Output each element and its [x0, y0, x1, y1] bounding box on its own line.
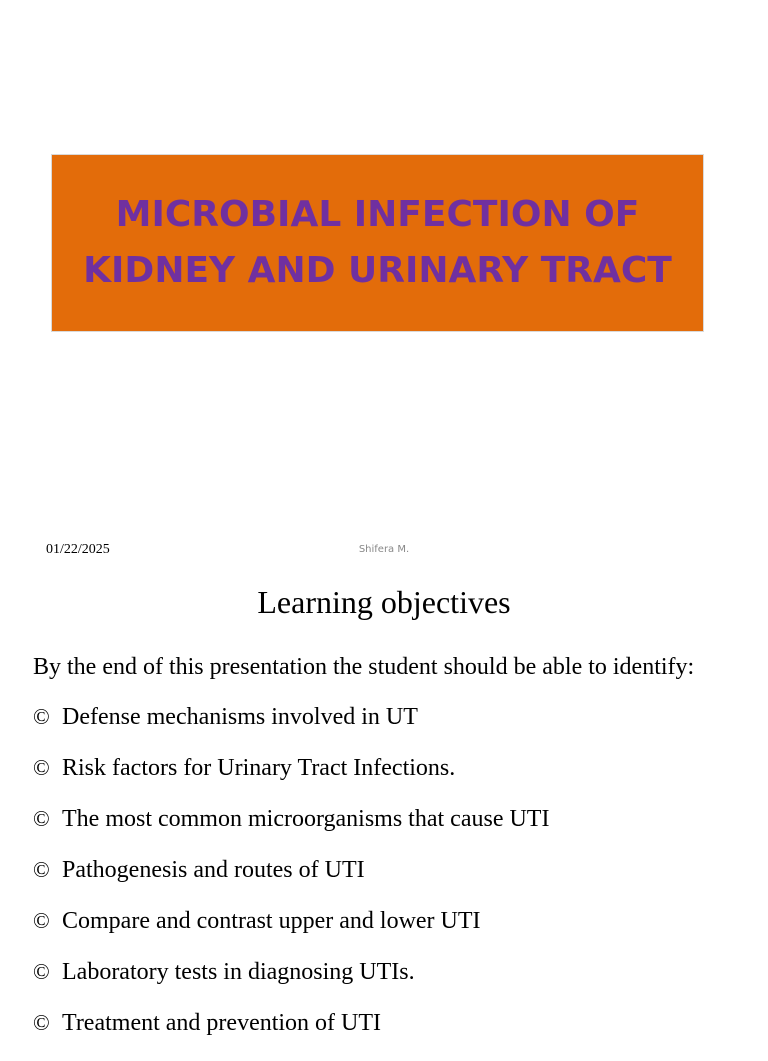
copyright-bullet-icon: ©	[33, 704, 50, 729]
objectives-list	[33, 704, 549, 1061]
copyright-bullet-icon: ©	[33, 806, 50, 831]
footer-date: 01/22/2025	[46, 542, 110, 557]
list-item	[33, 959, 549, 1010]
copyright-bullet-icon: ©	[33, 908, 50, 933]
list-item	[33, 908, 549, 959]
copyright-bullet-icon: ©	[33, 1010, 50, 1035]
list-item-text: The most common microorganisms that cause UTI	[62, 806, 550, 832]
objectives-slide	[0, 576, 768, 1036]
list-item-text: Defense mechanisms involved in UT	[62, 704, 418, 730]
title-box	[51, 154, 704, 332]
copyright-bullet-icon: ©	[33, 959, 50, 984]
slide-title	[68, 187, 688, 299]
list-item-text: Laboratory tests in diagnosing UTIs.	[62, 959, 415, 985]
objectives-intro: By the end of this presentation the student should be able to identify:	[33, 654, 695, 680]
copyright-bullet-icon: ©	[33, 755, 50, 780]
title-line-2: KIDNEY AND URINARY TRACT	[83, 250, 672, 291]
title-line-1: MICROBIAL INFECTION OF	[115, 194, 640, 235]
list-item	[33, 704, 549, 755]
list-item-text: Risk factors for Urinary Tract Infections.	[62, 755, 456, 781]
list-item	[33, 857, 549, 908]
footer-author: Shifera M.	[358, 544, 410, 555]
objectives-heading: Learning objectives	[257, 584, 511, 620]
list-item-text: Pathogenesis and routes of UTI	[62, 857, 365, 883]
list-item	[33, 806, 549, 857]
list-item	[33, 1010, 549, 1061]
copyright-bullet-icon: ©	[33, 857, 50, 882]
list-item	[33, 755, 549, 806]
list-item-text: Treatment and prevention of UTI	[62, 1010, 382, 1036]
list-item-text: Compare and contrast upper and lower UTI	[62, 908, 481, 934]
